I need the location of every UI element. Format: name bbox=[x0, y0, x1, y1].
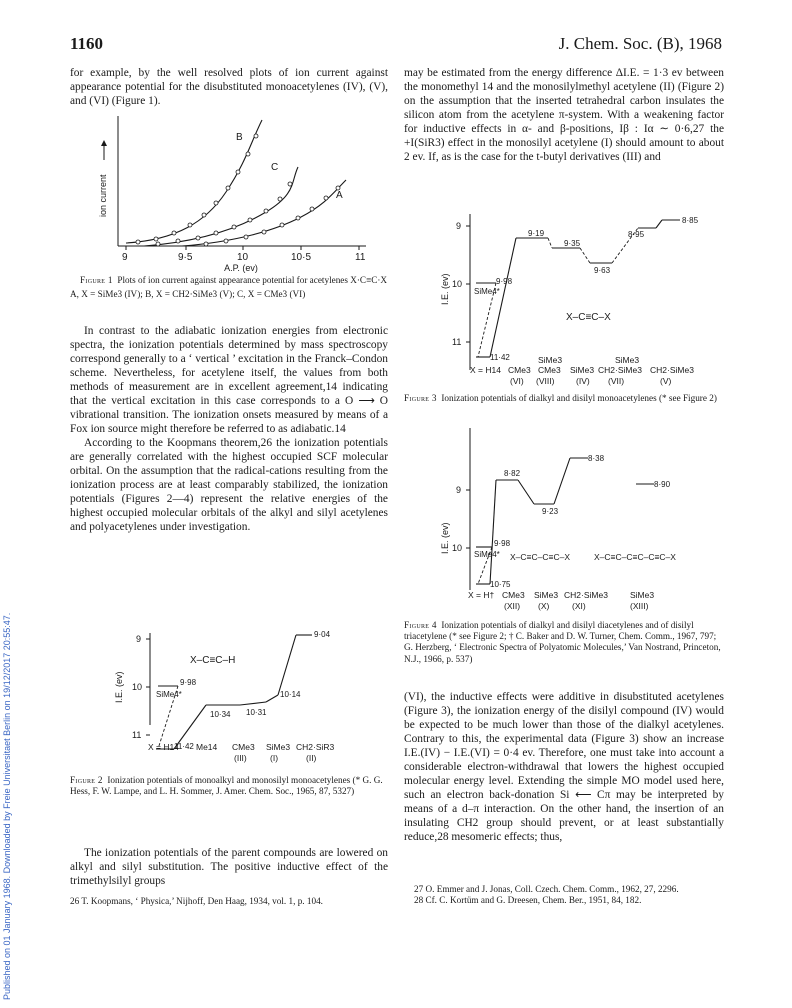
footnote-26: 26 T. Koopmans, ‘ Physica,’ Nijhoff, Den Haag, 1934, vol. 1, p. 104. bbox=[70, 896, 323, 906]
fig3-y-label: I.E. (ev) bbox=[440, 273, 450, 305]
fig1-y-arrowhead bbox=[101, 140, 107, 146]
fig4-val-8.38: 8·38 bbox=[588, 454, 605, 463]
fig1-label-A: A bbox=[336, 190, 343, 201]
fig3-sime4: SiMe4* bbox=[474, 287, 500, 296]
fig3-ytick-9: 9 bbox=[456, 221, 462, 231]
figure-1-caption: Figure 1 Plots of ion current against appearance potential for acetylenes X·C≡C·X A, X = SiMe3 (IV); B, X = CH2·SiMe3 (V); C, X = CMe3 (VI) bbox=[70, 275, 388, 300]
fig3-val-9.35: 9·35 bbox=[564, 239, 581, 248]
fig1-y-label: ion current bbox=[98, 174, 108, 217]
fig3-formula: X–C≡C–X bbox=[566, 312, 611, 323]
fig3-val-8.95: 8·95 bbox=[628, 230, 645, 239]
fig2-val-9.98: 9·98 bbox=[180, 678, 197, 687]
fig4-formula-1: X–C≡C–C≡C–X bbox=[510, 552, 570, 562]
footnotes-right bbox=[404, 884, 724, 906]
footnote-28: 28 Cf. C. Kortüm and G. Dreesen, Chem. Ber., 1951, 84, 182. bbox=[414, 895, 642, 906]
fig1-tick-9: 9 bbox=[122, 252, 128, 263]
fig2-sime4: SiMe4* bbox=[156, 690, 182, 699]
footnote-27: 27 O. Emmer and J. Jonas, Coll. Czech. Chem. Comm., 1962, 27, 2296. bbox=[414, 884, 679, 894]
fig3-val-8.85: 8·85 bbox=[682, 216, 699, 225]
fig3-val-9.63: 9·63 bbox=[594, 266, 611, 275]
fig1-tick-11: 11 bbox=[355, 252, 366, 263]
fig1-label-B: B bbox=[236, 132, 243, 143]
fig1-tick-10.5: 10·5 bbox=[291, 252, 312, 263]
fig3-val-11.42: 11·42 bbox=[490, 353, 510, 362]
left-para-2: In contrast to the adiabatic ionization energies from electronic spectra, the ionization potentials determined by mass spectroscopy correspond generally to a ‘ vertical ’ excitation in the Franck–Condon scheme. Nevertheless, for acetylene itself, the values from both methods of measurement are in excellent agreement,14 indicating that the vertical excitation in this case corresponds to a O ⟶ O vibrational transition. The ionization onsets measured by means of a Fox ion source might therefore be referred to as adiabatic.14 According to the Koopmans theorem,26 the ionization potentials are generally correlated with the highest occupied SCF molecular orbital. On the assumption that the radical-cations resulting from the ionization process are at least comparably stabilized, the ionization potentials (Figures 2—4) represent the relative energies of the highest occupied molecular orbitals of the alkyl and silyl acetylenes and polyacetylenes under investigation. bbox=[70, 325, 388, 533]
fig1-curve-C bbox=[144, 167, 298, 246]
fig4-y-label: I.E. (ev) bbox=[440, 522, 450, 554]
fig2-ytick-11: 11 bbox=[132, 730, 142, 740]
fig1-x-label: A.P. (ev) bbox=[224, 263, 258, 273]
right-para-2: (VI), the inductive effects were additive in disubstituted acetylenes (Figure 3), the ionization energy of the disilyl compound (IV) would be expected to be much lower than those of the dialkyl acetylenes. Contrary to this, the experimental data (Figure 3) show an increase I.E.(IV) − I.E.(VI) = 0·4 ev. Therefore, one must take into account a considerable electron-withdrawal that lowers the highest occupied molecular energy level. Extending the simple MO model used here, such an electron back-donation Si ⟵ Cπ may be interpreted by means of a d–π interaction. On the other hand, the insertion of an insulating CH2 group should prevent, or at least substantially reduce,28 mesomeric effects; thus, bbox=[404, 691, 724, 843]
page-number: 1160 bbox=[70, 34, 104, 53]
fig3-ytick-10: 10 bbox=[452, 279, 463, 289]
left-para-1: for example, by the well resolved plots of ion current against appearance potential for the disubstituted monoacetylenes (IV), (V), and (VI) (Figure 1). bbox=[70, 67, 388, 107]
fig4-val-10.75: 10·75 bbox=[490, 580, 511, 589]
fig2-ytick-10: 10 bbox=[132, 682, 143, 692]
fig3-val-9.98: 9·98 bbox=[496, 277, 513, 286]
fig2-y-label: I.E. (ev) bbox=[114, 671, 124, 703]
figure-4-diagram bbox=[440, 424, 720, 590]
figure-1-plot bbox=[86, 112, 376, 272]
fig1-x-ticks bbox=[126, 246, 359, 250]
fig1-tick-9.5: 9·5 bbox=[178, 252, 193, 263]
fig2-formula: X–C≡C–H bbox=[190, 655, 236, 666]
fig1-points-B bbox=[136, 134, 258, 244]
fig1-points-C bbox=[156, 182, 292, 246]
figure-3-diagram bbox=[440, 210, 720, 362]
figure-4-caption: Figure 4 Ionization potentials of dialkyl and disilyl diacetylenes and of disilyl triacetylene (* see Figure 2; † C. Baker and D. W. Turner, Chem. Comm., 1967, 797; G. Herzberg, ‘ Electronic Spectra of Polyatomic Molecules,’ Van Nostrand, Princeton, N.J., 1966, p. 537) bbox=[404, 620, 721, 664]
left-para-4: The ionization potentials of the parent compounds are lowered on alkyl and silyl substitution. The positive inductive effect of the trimethylsilyl groups bbox=[70, 847, 388, 887]
fig3-ytick-11: 11 bbox=[452, 337, 462, 347]
figure-2-diagram bbox=[110, 625, 380, 751]
fig2-val-11.42: 11·42 bbox=[174, 742, 194, 751]
figure-2-caption: Figure 2 Ionization potentials of monoalkyl and monosilyl monoacetylenes (* G. G. Hess, F. W. Lampe, and L. H. Sommer, J. Amer. Chem. Soc., 1965, 87, 5327) bbox=[70, 775, 383, 797]
fig2-val-10.34: 10·34 bbox=[210, 710, 231, 719]
fig4-val-8.82: 8·82 bbox=[504, 469, 521, 478]
fig2-val-10.14: 10·14 bbox=[280, 690, 301, 699]
figure-3-caption: Figure 3 Ionization potentials of dialkyl and disilyl monoacetylenes (* see Figure 2) bbox=[404, 393, 717, 403]
fig4-val-9.98: 9·98 bbox=[494, 539, 511, 548]
fig1-tick-10: 10 bbox=[237, 252, 249, 263]
download-watermark[interactable]: Published on 01 January 1968. Downloaded by Freie Universitaet Berlin on 19/12/2017 20:55:47. bbox=[2, 612, 12, 1000]
fig4-val-9.23: 9·23 bbox=[542, 507, 559, 516]
fig4-formula-2: X–C≡C–C≡C–C≡C–X bbox=[594, 552, 676, 562]
fig4-val-8.90: 8·90 bbox=[654, 480, 671, 489]
journal-header: J. Chem. Soc. (B), 1968 bbox=[558, 34, 722, 53]
right-para-1: may be estimated from the energy difference ΔI.E. = 1·3 ev between the monomethyl 14 and the monosilylmethyl acetylene (II) (Figure 2) on the assumption that the inserted tetrahedral carbon insulates the silicon atom from the acetylene π-system. With a weakening factor for inductive effects in α- and β-positions, Iβ : Iα ∼ 0·6,27 the +I(SiR3) effect in the monosilyl acetylene (I) should amount to about 2 ev. If, as is the case for the t-butyl derivatives (III) and bbox=[404, 67, 724, 163]
fig3-val-9.19: 9·19 bbox=[528, 229, 545, 238]
fig1-label-C: C bbox=[271, 162, 279, 173]
fig4-ytick-9: 9 bbox=[456, 485, 462, 495]
fig4-sime4: SiMe4* bbox=[474, 550, 500, 559]
fig4-ytick-10: 10 bbox=[452, 543, 463, 553]
fig2-ytick-9: 9 bbox=[136, 634, 142, 644]
fig2-val-9.04: 9·04 bbox=[314, 630, 331, 639]
left-para-3: According to the Koopmans theorem,26 the ionization potentials are generally correlated with the highest occupied SCF molecular orbital. On the assumption that the radical-cations resulting from the ionization process are at least comparably stabilized, the ionization potentials (Figures 2—4) represent the relative energies of the highest occupied molecular orbitals of the alkyl and silyl acetylenes and polyacetylenes under investigation. bbox=[70, 437, 388, 533]
fig2-val-10.31: 10·31 bbox=[246, 708, 267, 717]
